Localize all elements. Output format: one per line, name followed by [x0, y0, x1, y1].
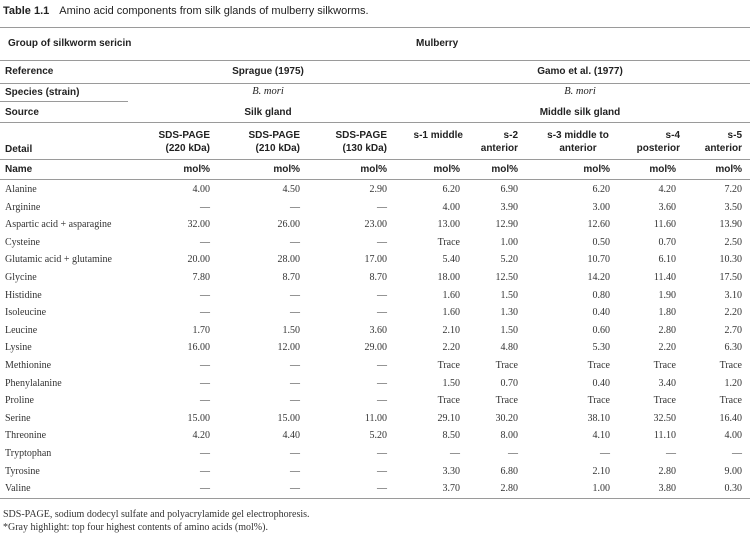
amino-acid-name: Leucine — [5, 324, 38, 336]
value-cell: — — [200, 395, 210, 407]
value-cell: — — [200, 307, 210, 319]
unit-col-5: mol% — [491, 164, 518, 175]
value-cell: 8.50 — [442, 430, 460, 442]
detail-col-3 — [297, 129, 387, 155]
value-cell: 11.10 — [653, 430, 676, 442]
value-cell: 4.20 — [658, 184, 676, 195]
value-cell: 8.70 — [282, 272, 300, 283]
reference-sprague: Sprague (1975) — [232, 66, 304, 77]
value-cell: 6.20 — [592, 184, 610, 195]
value-cell: 13.90 — [719, 219, 742, 231]
value-cell: 0.50 — [592, 236, 610, 248]
value-cell: 11.00 — [364, 412, 387, 424]
detail-col-8-line2: anterior — [704, 143, 742, 154]
amino-acid-name: Lysine — [5, 342, 32, 354]
value-cell: 17.50 — [719, 272, 742, 283]
value-cell: — — [377, 448, 387, 459]
value-cell: — — [450, 448, 460, 459]
value-cell: — — [290, 201, 300, 213]
rule-top — [0, 27, 750, 28]
value-cell: 3.40 — [658, 377, 676, 389]
value-cell: 3.60 — [658, 201, 676, 213]
value-cell: 6.80 — [500, 465, 518, 477]
name-label: Name — [5, 164, 33, 175]
value-cell: Trace — [587, 360, 610, 371]
amino-acid-name: Tryptophan — [5, 448, 52, 459]
rule-after-group — [0, 60, 750, 61]
value-cell: 0.70 — [500, 377, 518, 389]
reference-gamo: Gamo et al. (1977) — [537, 66, 623, 77]
amino-acid-name: Aspartic acid + asparagine — [5, 219, 112, 231]
detail-col-8 — [690, 129, 742, 155]
value-cell: — — [377, 307, 387, 319]
species-label: Species (strain) — [5, 87, 80, 98]
amino-acid-name: Glycine — [5, 272, 37, 283]
rule-after-name — [0, 179, 750, 180]
value-cell: — — [290, 483, 300, 495]
detail-col-2-line2: (210 kDa) — [255, 143, 300, 154]
footnotes — [3, 508, 310, 534]
value-cell: 4.00 — [724, 430, 742, 442]
value-cell: 1.60 — [442, 307, 460, 319]
amino-acid-name: Serine — [5, 412, 31, 424]
value-cell: 2.80 — [500, 483, 518, 495]
value-cell: 0.40 — [592, 307, 610, 319]
species-sprague: B. mori — [252, 86, 284, 97]
value-cell: — — [290, 465, 300, 477]
value-cell: 4.40 — [282, 430, 300, 442]
amino-acid-name: Methionine — [5, 360, 52, 371]
unit-col-3: mol% — [360, 164, 387, 175]
value-cell: 2.20 — [442, 342, 460, 354]
value-cell: Trace — [437, 360, 460, 371]
value-cell: 0.40 — [592, 377, 610, 389]
value-cell: 3.60 — [369, 324, 387, 336]
group-value: Mulberry — [416, 38, 459, 49]
value-cell: 1.90 — [658, 289, 676, 301]
value-cell: 15.00 — [187, 412, 210, 424]
footnote-highlight: *Gray highlight: top four highest contents of amino acids (mol%). — [3, 522, 268, 533]
rule-bottom — [0, 498, 750, 499]
footnote-abbreviation: SDS-PAGE, sodium dodecyl sulfate and polyacrylamide gel electrophoresis. — [3, 509, 310, 520]
value-cell: — — [377, 289, 387, 301]
detail-col-5 — [458, 129, 518, 155]
value-cell: 4.10 — [592, 430, 610, 442]
value-cell: 1.50 — [500, 324, 518, 336]
value-cell: 3.90 — [500, 201, 518, 213]
unit-col-7: mol% — [649, 164, 676, 175]
value-cell: 2.20 — [724, 307, 742, 319]
detail-col-7 — [620, 129, 680, 155]
amino-acid-name: Arginine — [5, 201, 41, 213]
detail-col-2-line1: SDS-PAGE — [248, 130, 300, 141]
source-label: Source — [5, 107, 39, 118]
value-cell: 26.00 — [277, 219, 300, 231]
value-cell: — — [290, 395, 300, 407]
amino-acid-name: Proline — [5, 395, 34, 407]
value-cell: 3.10 — [724, 289, 742, 301]
value-cell: — — [377, 395, 387, 407]
detail-col-6-line1: s-3 middle to — [547, 130, 609, 141]
value-cell: 4.00 — [442, 201, 460, 213]
value-cell: 2.10 — [442, 324, 460, 336]
amino-acid-name: Isoleucine — [5, 307, 47, 319]
detail-col-1-line2: (220 kDa) — [165, 143, 210, 154]
value-cell: 14.20 — [587, 272, 610, 283]
value-cell: 5.40 — [442, 254, 460, 266]
value-cell: 2.80 — [658, 324, 676, 336]
value-cell: — — [732, 448, 742, 459]
value-cell: 0.60 — [592, 324, 610, 336]
detail-col-6 — [533, 129, 623, 155]
value-cell: 1.60 — [442, 289, 460, 301]
table-caption — [3, 5, 369, 17]
source-sprague: Silk gland — [244, 107, 292, 118]
value-cell: 3.80 — [658, 483, 676, 495]
value-cell: — — [200, 236, 210, 248]
value-cell: 2.50 — [724, 236, 742, 248]
value-cell: 6.10 — [658, 254, 676, 266]
value-cell: — — [377, 236, 387, 248]
rule-after-reference — [0, 83, 750, 84]
value-cell: 16.40 — [719, 412, 742, 424]
value-cell: 7.80 — [192, 272, 210, 283]
value-cell: — — [200, 289, 210, 301]
reference-label: Reference — [5, 66, 54, 77]
value-cell: 12.50 — [495, 272, 518, 283]
value-cell: 1.70 — [192, 324, 210, 336]
value-cell: Trace — [653, 395, 676, 407]
value-cell: 28.00 — [277, 254, 300, 266]
value-cell: 8.00 — [500, 430, 518, 442]
value-cell: 2.20 — [658, 342, 676, 354]
value-cell: 11.60 — [653, 219, 676, 231]
value-cell: 6.30 — [724, 342, 742, 354]
value-cell: Trace — [587, 395, 610, 407]
value-cell: 0.30 — [724, 483, 742, 495]
unit-col-6: mol% — [583, 164, 610, 175]
unit-col-4: mol% — [433, 164, 460, 175]
value-cell: 13.00 — [437, 219, 460, 231]
value-cell: 23.00 — [364, 219, 387, 231]
value-cell: — — [290, 377, 300, 389]
unit-col-8: mol% — [715, 164, 742, 175]
value-cell: 12.60 — [587, 219, 610, 231]
value-cell: — — [666, 448, 676, 459]
value-cell: 3.00 — [592, 201, 610, 213]
value-cell: 10.70 — [587, 254, 610, 266]
value-cell: 5.30 — [592, 342, 610, 354]
value-cell: 6.20 — [442, 184, 460, 195]
value-cell: 0.80 — [592, 289, 610, 301]
amino-acid-name: Alanine — [5, 184, 37, 195]
detail-col-8-line1: s-5 — [727, 130, 742, 141]
value-cell: 2.70 — [724, 324, 742, 336]
detail-col-7-line2: posterior — [636, 143, 680, 154]
amino-acid-name: Histidine — [5, 289, 42, 301]
value-cell: 1.00 — [500, 236, 518, 248]
table-caption-text: Amino acid components from silk glands of mulberry silkworms. — [59, 5, 369, 17]
value-cell: 18.00 — [437, 272, 460, 283]
value-cell: 7.20 — [724, 184, 742, 195]
value-cell: Trace — [495, 360, 518, 371]
amino-acid-name: Cysteine — [5, 236, 40, 248]
value-cell: — — [290, 307, 300, 319]
value-cell: 30.20 — [495, 412, 518, 424]
value-cell: 1.80 — [658, 307, 676, 319]
value-cell: 29.00 — [364, 342, 387, 354]
value-cell: — — [290, 360, 300, 371]
detail-col-3-line2: (130 kDa) — [342, 143, 387, 154]
value-cell: 4.50 — [282, 184, 300, 195]
unit-col-2: mol% — [273, 164, 300, 175]
value-cell: — — [200, 483, 210, 495]
value-cell: 12.00 — [277, 342, 300, 354]
value-cell: Trace — [437, 395, 460, 407]
value-cell: Trace — [495, 395, 518, 407]
rule-after-detail — [0, 159, 750, 160]
rule-after-species — [0, 101, 128, 102]
value-cell: 1.20 — [724, 377, 742, 389]
value-cell: 17.00 — [364, 254, 387, 266]
value-cell: 6.90 — [500, 184, 518, 195]
value-cell: — — [377, 465, 387, 477]
value-cell: 20.00 — [187, 254, 210, 266]
detail-col-4-line1: s-1 middle — [413, 130, 463, 141]
value-cell: — — [200, 201, 210, 213]
detail-label: Detail — [5, 144, 33, 155]
value-cell: — — [200, 377, 210, 389]
amino-acid-name: Phenylalanine — [5, 377, 62, 389]
rule-after-source — [0, 122, 750, 123]
value-cell: Trace — [719, 360, 742, 371]
value-cell: — — [377, 377, 387, 389]
value-cell: — — [200, 465, 210, 477]
value-cell: 5.20 — [369, 430, 387, 442]
detail-col-6-line2: anterior — [559, 143, 597, 154]
value-cell: — — [200, 360, 210, 371]
value-cell: 2.80 — [658, 465, 676, 477]
value-cell: 11.40 — [653, 272, 676, 283]
species-gamo: B. mori — [564, 86, 596, 97]
value-cell: — — [290, 236, 300, 248]
amino-acid-name: Valine — [5, 483, 31, 495]
amino-acid-name: Threonine — [5, 430, 47, 442]
value-cell: Trace — [437, 236, 460, 248]
detail-col-1-line1: SDS-PAGE — [158, 130, 210, 141]
value-cell: 29.10 — [437, 412, 460, 424]
value-cell: — — [290, 289, 300, 301]
value-cell: 9.00 — [724, 465, 742, 477]
detail-col-4 — [383, 129, 463, 142]
value-cell: 3.50 — [724, 201, 742, 213]
value-cell: 1.50 — [500, 289, 518, 301]
value-cell: Trace — [653, 360, 676, 371]
value-cell: — — [200, 448, 210, 459]
value-cell: 1.00 — [592, 483, 610, 495]
value-cell: 4.00 — [192, 184, 210, 195]
value-cell: 10.30 — [719, 254, 742, 266]
value-cell: Trace — [719, 395, 742, 407]
group-label: Group of silkworm sericin — [8, 38, 132, 49]
value-cell: 1.50 — [282, 324, 300, 336]
value-cell: — — [290, 448, 300, 459]
value-cell: 3.70 — [442, 483, 460, 495]
value-cell: 15.00 — [277, 412, 300, 424]
value-cell: 3.30 — [442, 465, 460, 477]
value-cell: 8.70 — [369, 272, 387, 283]
value-cell: 4.80 — [500, 342, 518, 354]
detail-col-1 — [120, 129, 210, 155]
detail-col-5-line2: anterior — [480, 143, 518, 154]
value-cell: 12.90 — [495, 219, 518, 231]
value-cell: 0.70 — [658, 236, 676, 248]
value-cell: — — [600, 448, 610, 459]
value-cell: 2.10 — [592, 465, 610, 477]
value-cell: 1.30 — [500, 307, 518, 319]
value-cell: 32.00 — [187, 219, 210, 231]
value-cell: 5.20 — [500, 254, 518, 266]
value-cell: — — [377, 201, 387, 213]
amino-acid-name: Tyrosine — [5, 465, 40, 477]
detail-col-3-line1: SDS-PAGE — [335, 130, 387, 141]
value-cell: 2.90 — [369, 184, 387, 195]
table-caption-label: Table 1.1 — [3, 5, 50, 17]
value-cell: 4.20 — [192, 430, 210, 442]
detail-col-5-line1: s-2 — [503, 130, 518, 141]
value-cell: — — [508, 448, 518, 459]
source-gamo: Middle silk gland — [539, 107, 621, 118]
value-cell: 38.10 — [587, 412, 610, 424]
value-cell: — — [377, 483, 387, 495]
detail-col-2 — [210, 129, 300, 155]
value-cell: 32.50 — [653, 412, 676, 424]
value-cell: — — [377, 360, 387, 371]
amino-acid-name: Glutamic acid + glutamine — [5, 254, 112, 266]
unit-col-1: mol% — [183, 164, 210, 175]
value-cell: 16.00 — [187, 342, 210, 354]
detail-col-7-line1: s-4 — [665, 130, 680, 141]
value-cell: 1.50 — [442, 377, 460, 389]
